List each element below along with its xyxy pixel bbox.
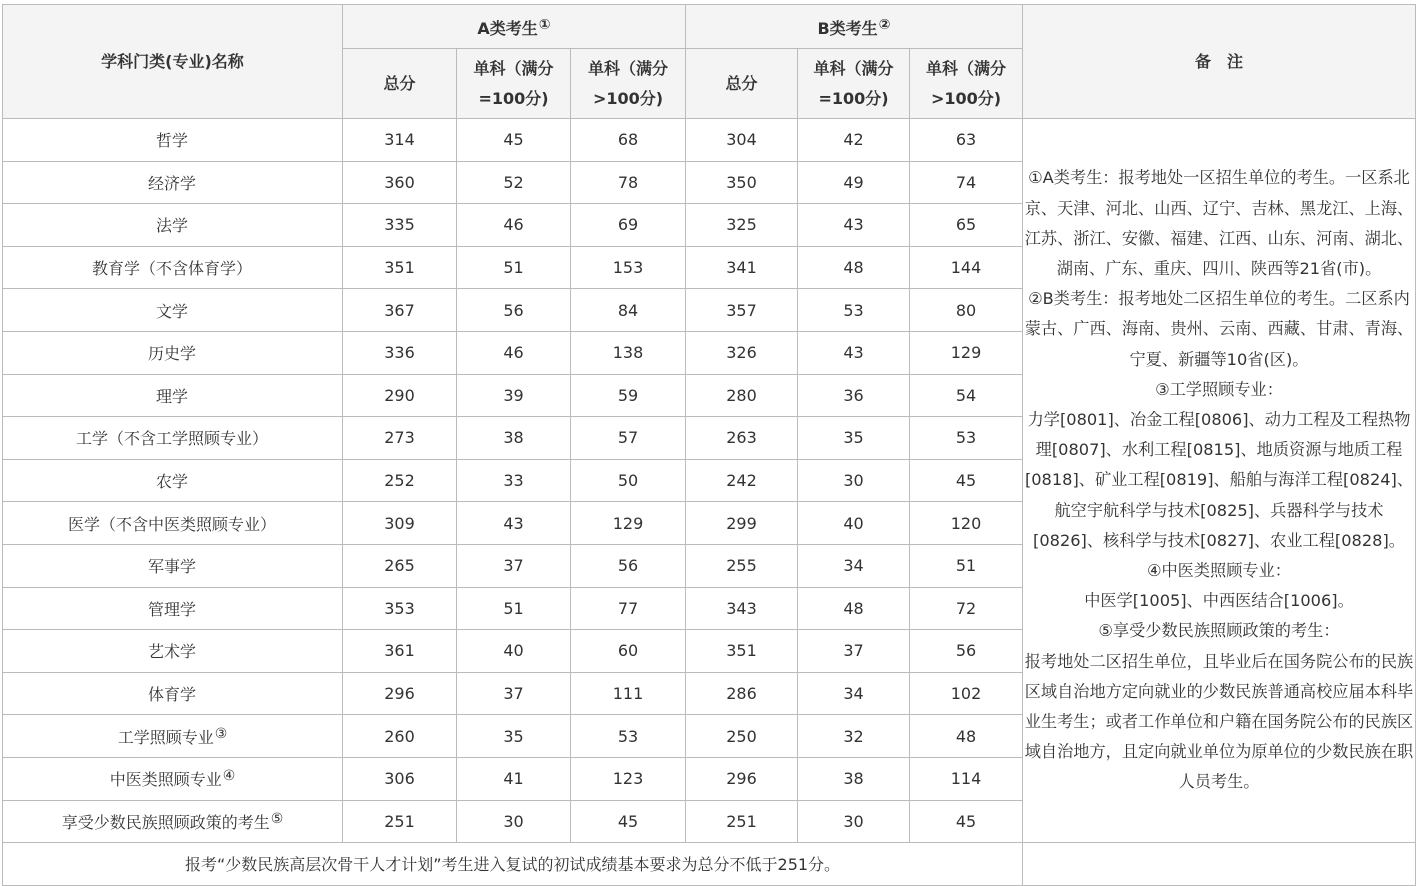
score-b-0: 326 <box>686 331 798 374</box>
subject-name: 中医类照顾专业④ <box>3 757 343 800</box>
score-a-1: 43 <box>457 502 571 545</box>
score-a-1: 52 <box>457 161 571 204</box>
score-b-0: 299 <box>686 502 798 545</box>
subject-name: 体育学 <box>3 672 343 715</box>
score-a-0: 351 <box>343 246 457 289</box>
score-a-1: 51 <box>457 246 571 289</box>
score-b-0: 343 <box>686 587 798 630</box>
score-a-2: 59 <box>571 374 686 417</box>
score-a-2: 153 <box>571 246 686 289</box>
score-b-2: 129 <box>910 331 1023 374</box>
score-a-1: 37 <box>457 672 571 715</box>
score-a-0: 273 <box>343 417 457 460</box>
score-b-1: 34 <box>798 672 910 715</box>
score-b-1: 43 <box>798 331 910 374</box>
subject-name: 管理学 <box>3 587 343 630</box>
score-a-2: 78 <box>571 161 686 204</box>
note-line: ①A类考生：报考地处一区招生单位的考生。一区系北京、天津、河北、山西、辽宁、吉林、黑龙江、上海、江苏、浙江、安徽、福建、江西、山东、河南、湖北、湖南、广东、重庆、四川、陕西等21省(市)。 <box>1024 168 1414 279</box>
score-b-1: 30 <box>798 800 910 843</box>
subject-name: 法学 <box>3 204 343 247</box>
header-a-single-100: 单科（满分=100分) <box>457 49 571 119</box>
score-a-1: 41 <box>457 757 571 800</box>
score-a-0: 314 <box>343 119 457 162</box>
score-b-0: 242 <box>686 459 798 502</box>
subject-name: 教育学（不含体育学） <box>3 246 343 289</box>
score-a-0: 260 <box>343 715 457 758</box>
subject-name: 医学（不含中医类照顾专业） <box>3 502 343 545</box>
score-a-0: 335 <box>343 204 457 247</box>
subject-name: 理学 <box>3 374 343 417</box>
score-a-0: 361 <box>343 630 457 673</box>
score-a-2: 129 <box>571 502 686 545</box>
subject-name: 哲学 <box>3 119 343 162</box>
score-a-0: 265 <box>343 544 457 587</box>
score-a-1: 39 <box>457 374 571 417</box>
score-b-1: 53 <box>798 289 910 332</box>
score-b-2: 53 <box>910 417 1023 460</box>
header-subject: 学科门类(专业)名称 <box>3 5 343 119</box>
score-b-1: 34 <box>798 544 910 587</box>
score-b-2: 74 <box>910 161 1023 204</box>
score-a-0: 251 <box>343 800 457 843</box>
score-b-1: 32 <box>798 715 910 758</box>
score-a-0: 353 <box>343 587 457 630</box>
score-b-1: 48 <box>798 587 910 630</box>
score-a-1: 56 <box>457 289 571 332</box>
table-row <box>3 119 1416 162</box>
score-b-2: 51 <box>910 544 1023 587</box>
note-line: ④中医类照顾专业： <box>1146 561 1291 581</box>
score-b-2: 114 <box>910 757 1023 800</box>
footnote: 报考“少数民族高层次骨干人才计划”考生进入复试的初试成绩基本要求为总分不低于251分。 <box>3 843 1023 886</box>
subject-name: 历史学 <box>3 331 343 374</box>
score-b-0: 251 <box>686 800 798 843</box>
score-a-2: 111 <box>571 672 686 715</box>
note-line: ③工学照顾专业： <box>1155 379 1283 399</box>
score-b-2: 80 <box>910 289 1023 332</box>
score-b-0: 357 <box>686 289 798 332</box>
score-a-1: 46 <box>457 204 571 247</box>
score-a-1: 33 <box>457 459 571 502</box>
score-b-2: 45 <box>910 459 1023 502</box>
score-a-0: 336 <box>343 331 457 374</box>
score-b-0: 286 <box>686 672 798 715</box>
header-a-total: 总分 <box>343 49 457 119</box>
score-a-2: 45 <box>571 800 686 843</box>
score-a-1: 38 <box>457 417 571 460</box>
score-b-0: 351 <box>686 630 798 673</box>
score-b-0: 350 <box>686 161 798 204</box>
score-a-1: 51 <box>457 587 571 630</box>
footnote-blank <box>1023 843 1416 886</box>
score-a-1: 37 <box>457 544 571 587</box>
subject-name: 文学 <box>3 289 343 332</box>
score-b-1: 43 <box>798 204 910 247</box>
score-a-0: 309 <box>343 502 457 545</box>
score-a-2: 57 <box>571 417 686 460</box>
score-b-0: 325 <box>686 204 798 247</box>
score-a-0: 290 <box>343 374 457 417</box>
header-b-single-100: 单科（满分=100分) <box>798 49 910 119</box>
score-a-2: 53 <box>571 715 686 758</box>
score-b-0: 304 <box>686 119 798 162</box>
header-b-total: 总分 <box>686 49 798 119</box>
header-group-b: B类考生② <box>686 5 1023 49</box>
score-a-0: 367 <box>343 289 457 332</box>
score-table <box>2 4 1416 886</box>
score-a-0: 306 <box>343 757 457 800</box>
note-line: 中医学[1005]、中西医结合[1006]。 <box>1084 591 1354 611</box>
header-b-single-over-100: 单科（满分>100分) <box>910 49 1023 119</box>
note-line: 报考地处二区招生单位，且毕业后在国务院公布的民族区域自治地方定向就业的少数民族普通高校应届本科毕业生考生；或者工作单位和户籍在国务院公布的民族区域自治地方，且定向就业单位为原单位的少数民族在职人员考生。 <box>1024 651 1414 792</box>
subject-name: 农学 <box>3 459 343 502</box>
score-a-0: 296 <box>343 672 457 715</box>
note-line: ②B类考生：报考地处二区招生单位的考生。二区系内蒙古、广西、海南、贵州、云南、西藏、甘肃、青海、宁夏、新疆等10省(区)。 <box>1024 289 1414 369</box>
score-b-2: 144 <box>910 246 1023 289</box>
note-line: ⑤享受少数民族照顾政策的考生： <box>1098 621 1340 641</box>
score-b-2: 54 <box>910 374 1023 417</box>
table-body <box>3 119 1416 886</box>
score-a-1: 45 <box>457 119 571 162</box>
score-b-0: 263 <box>686 417 798 460</box>
score-a-1: 35 <box>457 715 571 758</box>
score-a-2: 123 <box>571 757 686 800</box>
score-b-0: 341 <box>686 246 798 289</box>
score-a-0: 360 <box>343 161 457 204</box>
header-notes: 备 注 <box>1023 5 1416 119</box>
score-b-2: 63 <box>910 119 1023 162</box>
subject-name: 经济学 <box>3 161 343 204</box>
subject-name: 工学（不含工学照顾专业） <box>3 417 343 460</box>
score-b-2: 120 <box>910 502 1023 545</box>
score-a-1: 46 <box>457 331 571 374</box>
score-b-1: 49 <box>798 161 910 204</box>
subject-name: 享受少数民族照顾政策的考生⑤ <box>3 800 343 843</box>
header-group-a: A类考生① <box>343 5 686 49</box>
score-a-2: 60 <box>571 630 686 673</box>
score-b-0: 250 <box>686 715 798 758</box>
score-a-2: 138 <box>571 331 686 374</box>
score-a-1: 30 <box>457 800 571 843</box>
score-a-2: 69 <box>571 204 686 247</box>
score-b-1: 42 <box>798 119 910 162</box>
header-a-single-over-100: 单科（满分>100分) <box>571 49 686 119</box>
score-a-2: 56 <box>571 544 686 587</box>
score-b-0: 255 <box>686 544 798 587</box>
score-b-2: 56 <box>910 630 1023 673</box>
score-b-2: 65 <box>910 204 1023 247</box>
footnote-row <box>3 843 1416 886</box>
subject-name: 工学照顾专业③ <box>3 715 343 758</box>
score-b-0: 296 <box>686 757 798 800</box>
score-a-2: 77 <box>571 587 686 630</box>
score-b-1: 37 <box>798 630 910 673</box>
score-b-1: 30 <box>798 459 910 502</box>
score-b-1: 48 <box>798 246 910 289</box>
score-a-2: 84 <box>571 289 686 332</box>
score-b-2: 45 <box>910 800 1023 843</box>
score-b-2: 72 <box>910 587 1023 630</box>
note-line: 力学[0801]、冶金工程[0806]、动力工程及工程热物理[0807]、水利工程[0815]、地质资源与地质工程[0818]、矿业工程[0819]、船舶与海洋工程[0824]、航空宇航科学与技术[0825]、兵器科学与技术[0826]、核科学与技术[0827]、农业工程[0828]。 <box>1024 410 1414 550</box>
score-b-0: 280 <box>686 374 798 417</box>
score-b-1: 35 <box>798 417 910 460</box>
score-b-1: 38 <box>798 757 910 800</box>
score-a-1: 40 <box>457 630 571 673</box>
score-b-1: 40 <box>798 502 910 545</box>
notes-cell <box>1023 119 1416 843</box>
score-a-2: 68 <box>571 119 686 162</box>
score-b-2: 48 <box>910 715 1023 758</box>
score-a-2: 50 <box>571 459 686 502</box>
score-a-0: 252 <box>343 459 457 502</box>
score-b-1: 36 <box>798 374 910 417</box>
subject-name: 军事学 <box>3 544 343 587</box>
score-b-2: 102 <box>910 672 1023 715</box>
subject-name: 艺术学 <box>3 630 343 673</box>
